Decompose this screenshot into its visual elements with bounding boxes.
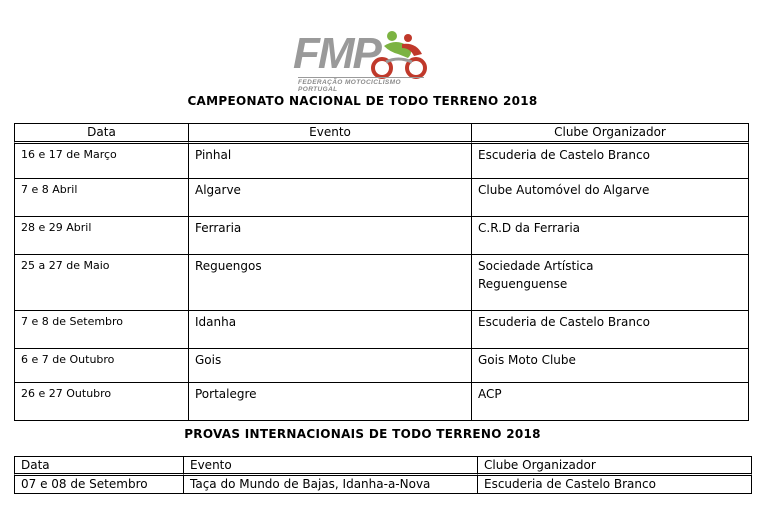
header-event: Evento	[184, 457, 478, 476]
row-club: ACP	[472, 383, 749, 421]
row-date: 28 e 29 Abril	[14, 217, 189, 255]
row-event: Portalegre	[189, 383, 472, 421]
row-club: Escuderia de Castelo Branco	[472, 311, 749, 349]
table-row	[14, 311, 749, 349]
row-club: Clube Automóvel do Algarve	[472, 179, 749, 217]
table-row	[14, 179, 749, 217]
row-date: 07 e 08 de Setembro	[14, 476, 184, 494]
row-club: C.R.D da Ferraria	[472, 217, 749, 255]
row-event: Taça do Mundo de Bajas, Idanha-a-Nova	[184, 476, 478, 494]
logo-subtitle: FEDERAÇÃO MOTOCICLISMO PORTUGAL	[298, 77, 424, 93]
row-club: Escuderia de Castelo Branco	[478, 476, 752, 494]
row-date: 6 e 7 de Outubro	[14, 349, 189, 383]
table-header-row	[14, 124, 749, 144]
row-club: Escuderia de Castelo Branco	[472, 144, 749, 179]
row-date: 16 e 17 de Março	[14, 144, 189, 179]
row-date: 7 e 8 de Setembro	[14, 311, 189, 349]
row-event: Gois	[189, 349, 472, 383]
table-row	[14, 217, 749, 255]
table-row	[14, 255, 749, 311]
row-event: Reguengos	[189, 255, 472, 311]
national-title: CAMPEONATO NACIONAL DE TODO TERRENO 2018	[187, 94, 538, 108]
logo-text: FMP	[293, 29, 380, 78]
row-event: Pinhal	[189, 144, 472, 179]
row-date: 25 a 27 de Maio	[14, 255, 189, 311]
international-title: PROVAS INTERNACIONAIS DE TODO TERRENO 2018	[184, 427, 541, 441]
table-row	[14, 383, 749, 421]
row-date: 7 e 8 Abril	[14, 179, 189, 217]
header-event: Evento	[189, 124, 472, 144]
row-club-line1: Sociedade Artística	[478, 259, 594, 273]
national-calendar-table	[14, 123, 749, 421]
table-row	[14, 476, 752, 494]
header-club: Clube Organizador	[478, 457, 752, 476]
header-club: Clube Organizador	[472, 124, 749, 144]
row-event: Algarve	[189, 179, 472, 217]
table-row	[14, 144, 749, 179]
row-event: Ferraria	[189, 217, 472, 255]
row-club	[472, 255, 749, 311]
fmp-logo	[290, 28, 440, 93]
row-club-line2: Reguenguense	[478, 277, 568, 291]
header-date: Data	[14, 457, 184, 476]
row-club: Gois Moto Clube	[472, 349, 749, 383]
international-calendar-table	[14, 456, 752, 494]
row-event: Idanha	[189, 311, 472, 349]
row-date: 26 e 27 Outubro	[14, 383, 189, 421]
table-header-row	[14, 457, 752, 476]
motorcycle-rider-icon	[368, 28, 430, 80]
header-date: Data	[14, 124, 189, 144]
table-row	[14, 349, 749, 383]
